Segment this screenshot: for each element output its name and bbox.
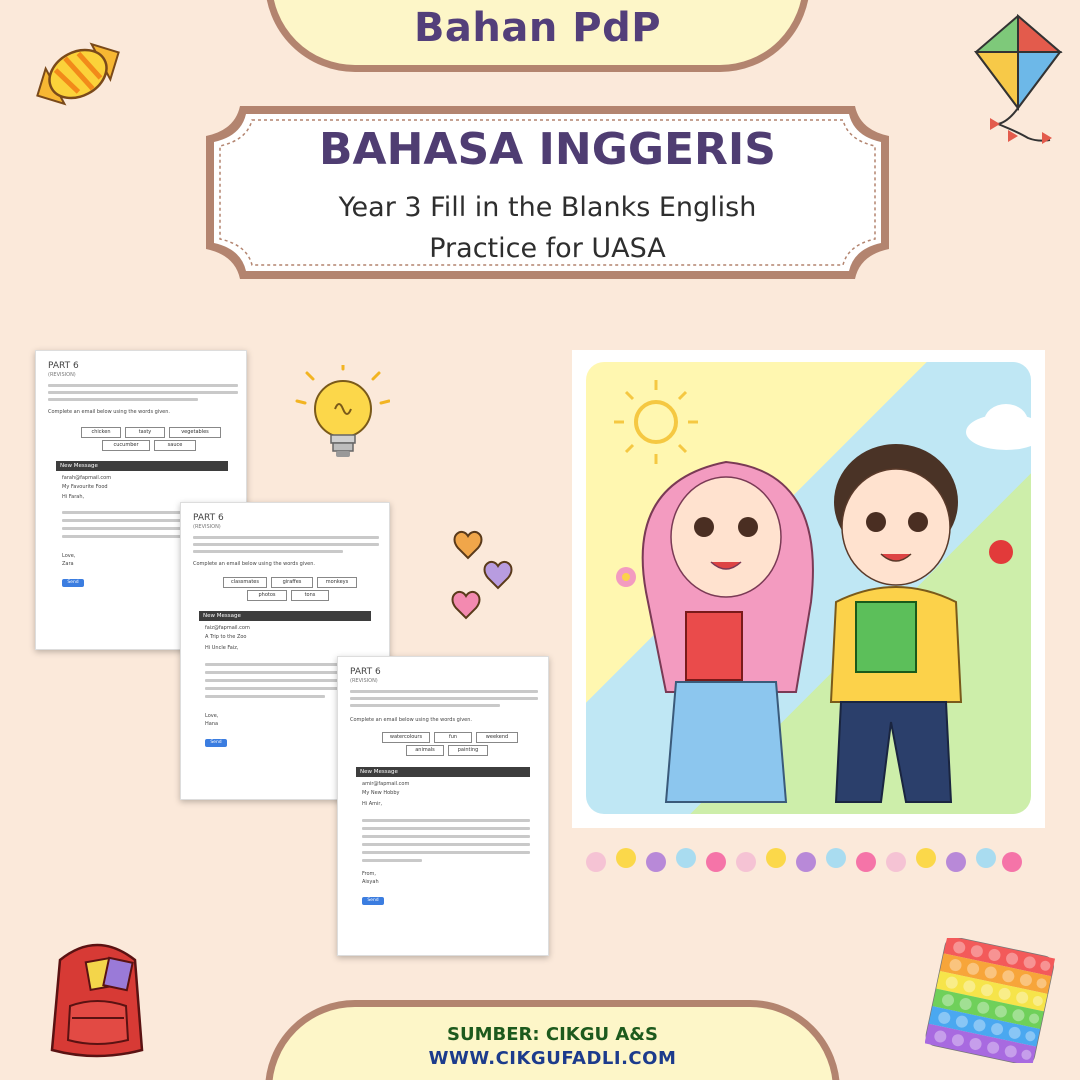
email-closing: Love, (205, 713, 219, 719)
worksheet-revision: (REVISION) (193, 524, 221, 530)
website-link[interactable]: WWW.CIKGUFADLI.COM (428, 1048, 677, 1069)
worksheet-revision: (REVISION) (48, 372, 76, 378)
title-banner (200, 100, 895, 285)
header-title: Bahan PdP (413, 5, 662, 51)
email-closing: From, (362, 871, 376, 877)
word-box: chicken (81, 427, 121, 438)
banner-title: BAHASA INGGERIS (319, 124, 776, 175)
email-to: faiz@fapmail.com (205, 625, 250, 631)
email-subject: My New Hobby (362, 790, 400, 796)
word-box: cucumber (102, 440, 150, 451)
email-greeting: Hi Amir, (362, 801, 383, 807)
lightbulb-icon (295, 365, 390, 475)
worksheet-instruction: Complete an email below using the words given. (350, 717, 472, 723)
banner-subtitle-line2: Practice for UASA (429, 233, 666, 264)
pop-it-toy-icon (925, 938, 1055, 1063)
word-box: tons (291, 590, 329, 601)
worksheet-instruction: Complete an email below using the words given. (48, 409, 170, 415)
worksheet-instruction: Complete an email below using the words given. (193, 561, 315, 567)
email-name: Hana (205, 721, 219, 727)
send-button: Send (205, 739, 227, 747)
footer-pill (265, 1000, 840, 1080)
worksheet-revision: (REVISION) (350, 678, 378, 684)
worksheet-part: PART 6 (350, 667, 381, 677)
word-box: photos (247, 590, 287, 601)
email-to: farah@fapmail.com (62, 475, 112, 481)
email-subject: A Trip to the Zoo (205, 634, 247, 640)
email-greeting: Hi Uncle Faiz, (205, 645, 239, 651)
worksheet-part: PART 6 (193, 513, 224, 523)
students-illustration (572, 350, 1045, 828)
word-box: sauce (154, 440, 196, 451)
worksheet-3 (337, 656, 549, 956)
email-subject: My Favourite Food (62, 484, 108, 490)
hearts-icon (438, 518, 528, 630)
word-box: watercolours (382, 732, 430, 743)
word-box: weekend (476, 732, 518, 743)
send-button: Send (362, 897, 384, 905)
worksheet-part: PART 6 (48, 361, 79, 371)
kite-icon (968, 12, 1068, 152)
email-greeting: Hi Farah, (62, 494, 85, 500)
send-button: Send (62, 579, 84, 587)
word-box: monkeys (317, 577, 357, 588)
word-box: tasty (125, 427, 165, 438)
source-credit: SUMBER: CIKGU A&S (447, 1024, 658, 1045)
dots-row (580, 848, 1030, 876)
message-bar: New Message (56, 461, 228, 471)
email-to: amir@fapmail.com (362, 781, 410, 787)
message-bar: New Message (356, 767, 530, 777)
email-name: Zara (62, 561, 74, 567)
word-box: classmates (223, 577, 267, 588)
header-pill (265, 0, 810, 72)
email-closing: Love, (62, 553, 76, 559)
backpack-icon (30, 930, 165, 1065)
word-box: painting (448, 745, 488, 756)
word-box: animals (406, 745, 444, 756)
candy-icon (18, 22, 138, 127)
word-box: fun (434, 732, 472, 743)
email-name: Aisyah (362, 879, 379, 885)
word-box: giraffes (271, 577, 313, 588)
banner-subtitle-line1: Year 3 Fill in the Blanks English (338, 192, 757, 223)
message-bar: New Message (199, 611, 371, 621)
word-box: vegetables (169, 427, 221, 438)
